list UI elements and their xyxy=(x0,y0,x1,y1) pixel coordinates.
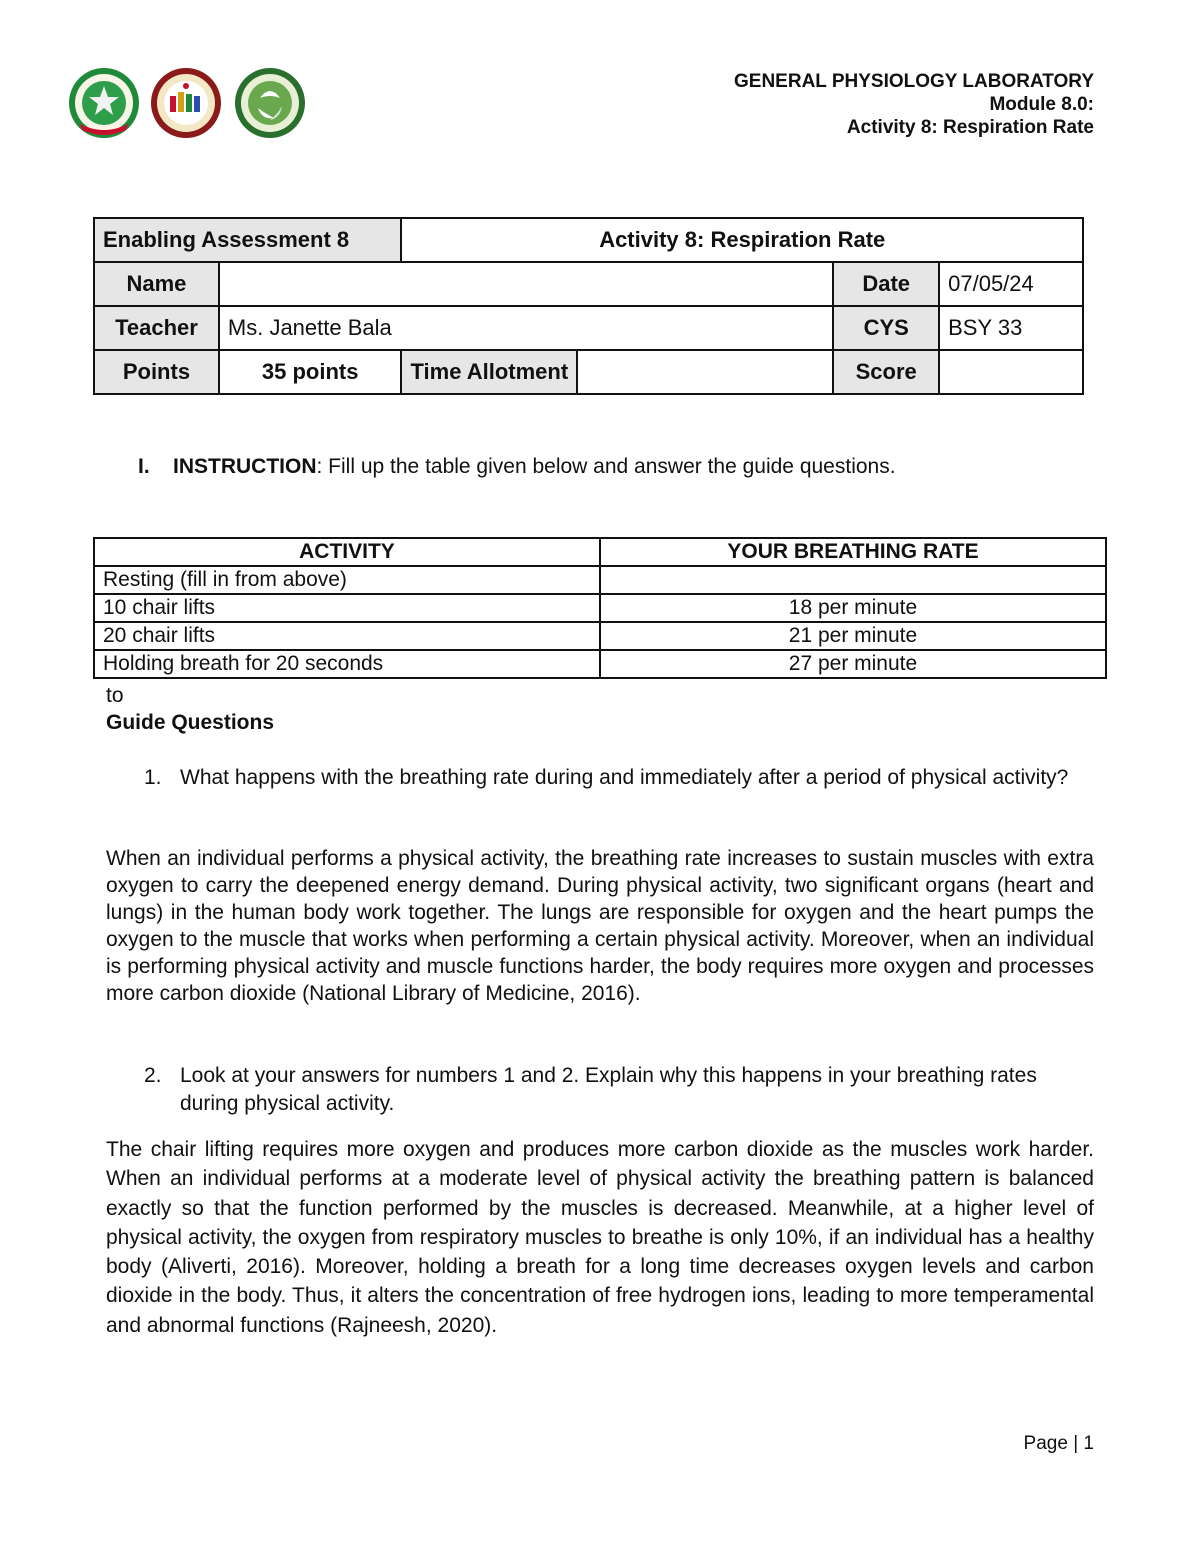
stray-text: to xyxy=(106,684,124,707)
name-label: Name xyxy=(94,262,219,306)
name-field[interactable] xyxy=(219,262,833,306)
answer-2: The chair lifting requires more oxygen and produces more carbon dioxide as the muscles work harder. When an individual performs at a moderate level of physical activity the breathing pattern is balanced exactly so that the function performed by the muscles is decreased. Meanwhile, at a higher level of physical activity, the oxygen from respiratory muscles to breathe is only 10%, if an individual has a healthy body (Aliverti, 2016). Moreover, holding a breath for a long time decreases oxygen levels and carbon dioxide in the body. Thus, it alters the concentration of free hydrogen ions, leading to more temperamental and abnormal functions (Rajneesh, 2020). xyxy=(106,1138,1094,1337)
points-label: Points xyxy=(94,350,219,394)
activity-cell: 20 chair lifts xyxy=(94,622,600,650)
page-footer xyxy=(1024,1433,1094,1455)
course-title: GENERAL PHYSIOLOGY LABORATORY xyxy=(734,71,1094,92)
activity-title: Activity 8: Respiration Rate xyxy=(401,218,1083,262)
page-separator: | xyxy=(1073,1433,1079,1454)
question-number: 2. xyxy=(144,1064,162,1087)
rate-column-header: YOUR BREATHING RATE xyxy=(600,538,1106,566)
teacher-field[interactable]: Ms. Janette Bala xyxy=(219,306,833,350)
header-logos xyxy=(66,66,310,140)
activity-column-header: ACTIVITY xyxy=(94,538,600,566)
module-label: Module 8.0: xyxy=(989,94,1094,115)
score-field[interactable] xyxy=(939,350,1083,394)
date-field[interactable]: 07/05/24 xyxy=(939,262,1083,306)
cys-field[interactable]: BSY 33 xyxy=(939,306,1083,350)
date-label: Date xyxy=(833,262,939,306)
document-header xyxy=(734,70,1094,139)
question-2 xyxy=(144,1062,1094,1118)
university-seal-icon xyxy=(66,66,142,140)
instruction-text: : Fill up the table given below and answer the guide questions. xyxy=(316,455,896,478)
table-row xyxy=(94,594,1106,622)
teacher-label: Teacher xyxy=(94,306,219,350)
instruction xyxy=(138,455,896,479)
table-row xyxy=(94,566,1106,594)
cys-label: CYS xyxy=(833,306,939,350)
breathing-rate-table xyxy=(93,537,1107,679)
rate-cell[interactable] xyxy=(600,566,1106,594)
guide-questions-title: Guide Questions xyxy=(106,711,275,734)
activity-label: Activity 8: Respiration Rate xyxy=(846,117,1094,138)
activity-cell: 10 chair lifts xyxy=(94,594,600,622)
time-allotment-label: Time Allotment xyxy=(401,350,577,394)
answer-1: When an individual performs a physical activity, the breathing rate increases to sustain muscles with extra oxygen to carry the deepened energy demand. During physical activity, two significant organs (heart and lungs) in the human body work together. The lungs are responsible for oxygen and the heart pumps the oxygen to the muscle that works when performing a certain physical activity. Moreover, when an individual is performing physical activity and muscle functions harder, the body requires more oxygen and processes more carbon dioxide (National Library of Medicine, 2016). xyxy=(106,847,1094,1005)
points-value: 35 points xyxy=(219,350,402,394)
page-label: Page xyxy=(1023,1433,1068,1454)
assessment-info-table xyxy=(93,217,1084,395)
activity-cell: Resting (fill in from above) xyxy=(94,566,600,594)
question-text: Look at your answers for numbers 1 and 2. Explain why this happens in your breathing rates during physical activity. xyxy=(180,1064,1037,1115)
assessment-title: Enabling Assessment 8 xyxy=(94,218,401,262)
instruction-number: I. xyxy=(138,455,150,478)
rate-cell[interactable]: 27 per minute xyxy=(600,650,1106,678)
question-number: 1. xyxy=(144,766,162,789)
table-row xyxy=(94,622,1106,650)
activity-cell: Holding breath for 20 seconds xyxy=(94,650,600,678)
question-text: What happens with the breathing rate during and immediately after a period of physical activity? xyxy=(180,766,1069,789)
rate-cell[interactable]: 18 per minute xyxy=(600,594,1106,622)
question-1 xyxy=(144,764,1094,792)
instruction-label: INSTRUCTION xyxy=(173,455,317,478)
time-allotment-field[interactable] xyxy=(577,350,833,394)
college-seal-icon xyxy=(148,66,224,140)
department-seal-icon xyxy=(232,66,308,140)
page-number: 1 xyxy=(1083,1433,1094,1454)
rate-cell[interactable]: 21 per minute xyxy=(600,622,1106,650)
table-row xyxy=(94,650,1106,678)
score-label: Score xyxy=(833,350,939,394)
